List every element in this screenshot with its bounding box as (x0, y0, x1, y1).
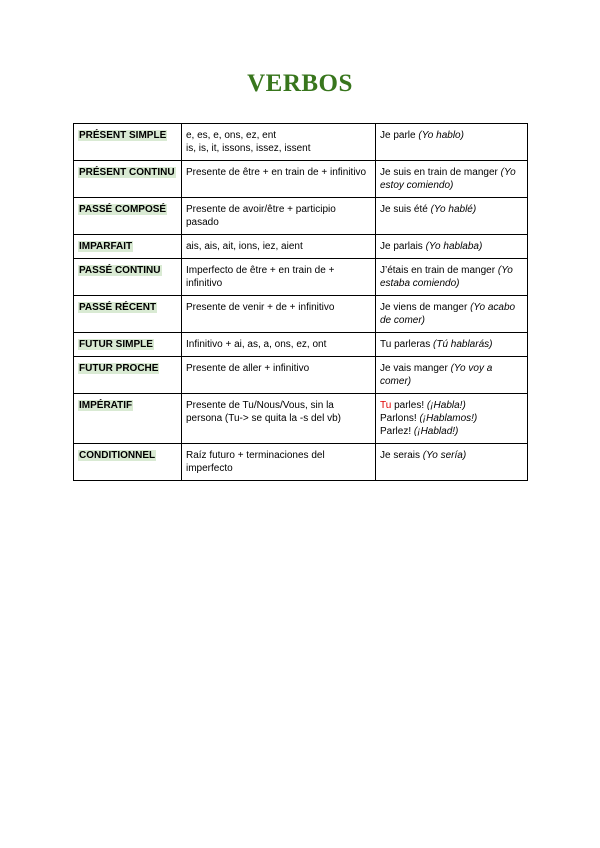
rule-text: Raíz futuro + terminaciones del imperfecto (186, 450, 325, 474)
rule-text: Presente de aller + infinitivo (186, 363, 310, 374)
imperative-line (380, 399, 522, 412)
example-cell (376, 296, 528, 333)
rule-text: Presente de avoir/être + participio pasado (186, 204, 336, 228)
table-row (74, 259, 528, 296)
tense-name: CONDITIONNEL (79, 450, 156, 461)
table-row (74, 235, 528, 259)
tense-cell (74, 296, 182, 333)
tense-cell (74, 333, 182, 357)
tense-cell (74, 394, 182, 444)
translation-text: (¡Hablad!) (413, 426, 459, 437)
example-text: Parlez! (380, 426, 412, 437)
example-cell (376, 161, 528, 198)
example-cell (376, 124, 528, 161)
translation-text: (Yo hablo) (418, 130, 464, 141)
rule-text: Infinitivo + ai, as, a, ons, ez, ont (186, 339, 327, 350)
tense-cell (74, 161, 182, 198)
tense-cell (74, 124, 182, 161)
example-cell (376, 394, 528, 444)
example-text: Je suis en train de manger (380, 167, 498, 178)
table-row (74, 333, 528, 357)
tense-cell (74, 198, 182, 235)
example-cell (376, 235, 528, 259)
rule-cell (182, 357, 376, 394)
rule-text: Presente de venir + de + infinitivo (186, 302, 335, 313)
tense-cell (74, 444, 182, 481)
page-title: VERBOS (247, 70, 353, 97)
rule-text: ais, ais, ait, ions, iez, aient (186, 241, 303, 252)
translation-text: (Yo hablé) (430, 204, 477, 215)
example-text: Je parlais (380, 241, 423, 252)
example-text: J’étais en train de manger (380, 265, 496, 276)
rule-cell (182, 259, 376, 296)
example-text: Je suis été (380, 204, 428, 215)
tense-name: PASSÉ CONTINU (79, 265, 161, 276)
table-row (74, 161, 528, 198)
translation-text: (Yo sería) (422, 450, 467, 461)
tense-name: FUTUR SIMPLE (79, 339, 153, 350)
highlighted-pronoun: Tu (380, 400, 392, 411)
translation-text: (Yo estaba comiendo) (380, 265, 513, 289)
example-text: Je vais manger (380, 363, 448, 374)
translation-text: (Yo acabo de comer) (380, 302, 516, 326)
example-cell (376, 333, 528, 357)
example-cell (376, 357, 528, 394)
rule-cell (182, 296, 376, 333)
example-text: Je viens de manger (380, 302, 468, 313)
tense-name: FUTUR PROCHE (79, 363, 159, 374)
tense-name: IMPÉRATIF (79, 400, 133, 411)
imperative-line (380, 425, 522, 438)
tense-cell (74, 357, 182, 394)
table-row (74, 394, 528, 444)
example-text: Je serais (380, 450, 421, 461)
rule-cell (182, 124, 376, 161)
table-row (74, 198, 528, 235)
example-text: parles! (391, 400, 425, 411)
example-cell (376, 259, 528, 296)
tense-name: PASSÉ COMPOSÉ (79, 204, 167, 215)
rule-cell (182, 444, 376, 481)
example-cell (376, 198, 528, 235)
tense-name: PASSÉ RÉCENT (79, 302, 157, 313)
rule-line: e, es, e, ons, ez, ent (186, 130, 277, 141)
example-text: Tu parleras (380, 339, 431, 350)
rule-cell (182, 198, 376, 235)
imperative-line (380, 412, 522, 425)
translation-text: (Yo estoy comiendo) (380, 167, 516, 191)
translation-text: (Yo hablaba) (425, 241, 483, 252)
table-row (74, 296, 528, 333)
rule-text: Presente de Tu/Nous/Vous, sin la persona (Tu-> se quita la -s del vb) (186, 400, 341, 424)
translation-text: (Yo voy a comer) (380, 363, 493, 387)
tense-name: IMPARFAIT (79, 241, 133, 252)
tense-cell (74, 259, 182, 296)
table-row (74, 357, 528, 394)
tense-cell (74, 235, 182, 259)
table-row (74, 124, 528, 161)
table-row (74, 444, 528, 481)
rule-cell (182, 161, 376, 198)
rule-text: Imperfecto de être + en train de + infinitivo (186, 265, 335, 289)
tense-name: PRÉSENT SIMPLE (79, 130, 167, 141)
rule-cell (182, 333, 376, 357)
example-text: Je parle (380, 130, 416, 141)
translation-text: (¡Hablamos!) (419, 413, 478, 424)
rule-cell (182, 235, 376, 259)
rule-text: Presente de être + en train de + infinitivo (186, 167, 367, 178)
rule-cell (182, 394, 376, 444)
rule-line: is, is, it, issons, issez, issent (186, 143, 311, 154)
verb-table (73, 123, 528, 481)
example-cell (376, 444, 528, 481)
translation-text: (¡Habla!) (426, 400, 466, 411)
example-text: Parlons! (380, 413, 417, 424)
tense-name: PRÉSENT CONTINU (79, 167, 175, 178)
translation-text: (Tú hablarás) (433, 339, 493, 350)
